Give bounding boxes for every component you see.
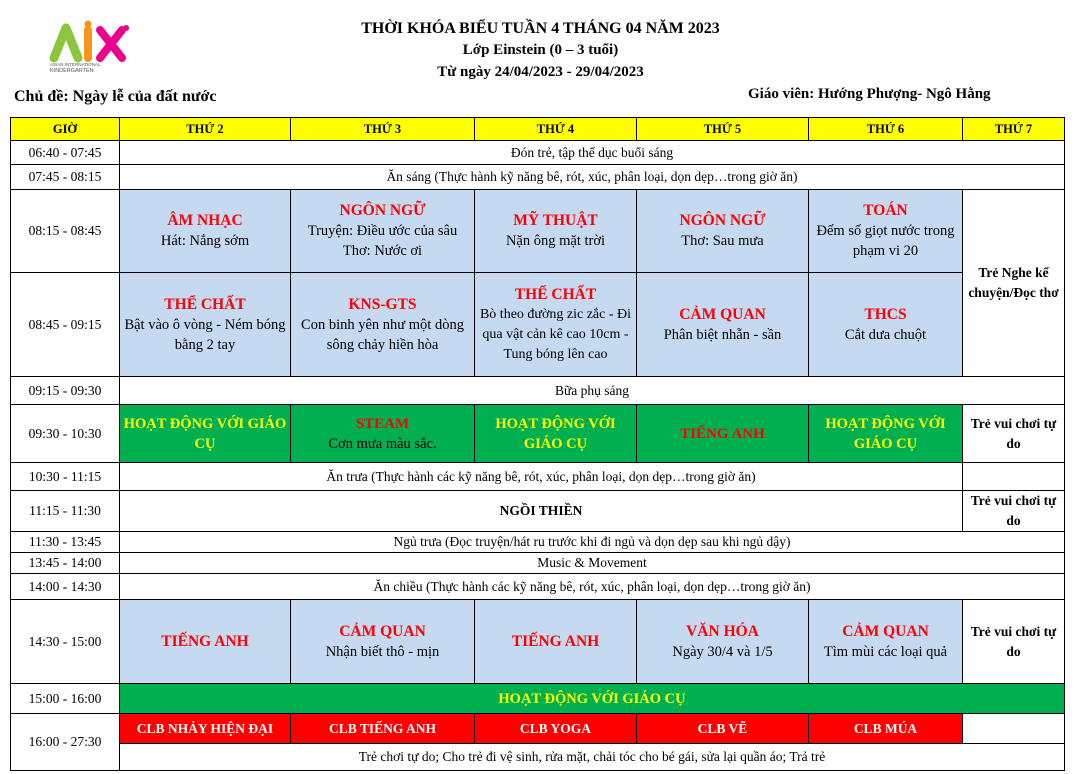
subject-label: CẢM QUAN — [842, 622, 929, 640]
lesson-cell — [809, 190, 963, 273]
lesson-cell — [637, 273, 809, 377]
lesson-cell — [120, 600, 291, 684]
activity-cell: Ăn trưa (Thực hành các kỹ năng bê, rót, xúc, phân loại, dọn dẹp…trong giờ ăn) — [120, 463, 963, 491]
activity-cell: NGỒI THIỀN — [120, 491, 963, 532]
subject-label: MỸ THUẬT — [513, 212, 598, 229]
time-cell: 11:15 - 11:30 — [11, 491, 120, 532]
table-row — [11, 463, 1065, 491]
time-cell: 08:15 - 08:45 — [11, 190, 120, 273]
subject-label: HOẠT ĐỘNG VỚI GIÁO CỤ — [123, 415, 287, 452]
club-cell — [637, 714, 809, 744]
lesson-desc: Con binh yên như một dòng sông chảy hiền hòa — [301, 316, 464, 353]
subject-label: THỂ CHẤT — [164, 295, 246, 313]
subject-label: VĂN HÓA — [686, 622, 759, 640]
club-label: CLB MÚA — [853, 720, 918, 736]
col-header: THỨ 2 — [120, 118, 291, 141]
club-cell — [475, 714, 637, 744]
subject-label: CẢM QUAN — [339, 622, 426, 640]
table-row — [11, 165, 1065, 190]
table-row — [11, 684, 1065, 714]
lesson-cell — [291, 190, 475, 273]
col-header: THỨ 3 — [291, 118, 475, 141]
lesson-cell — [809, 600, 963, 684]
lesson-cell — [291, 600, 475, 684]
club-label: CLB VẼ — [697, 720, 748, 736]
time-cell: 15:00 - 16:00 — [11, 684, 120, 714]
subject-label: THỂ CHẤT — [514, 285, 597, 303]
subject-label: TIẾNG ANH — [161, 632, 249, 650]
lesson-desc: Cơn mưa màu sắc. — [328, 435, 437, 452]
lesson-cell — [291, 273, 475, 377]
lesson-cell — [475, 273, 637, 377]
table-row — [11, 491, 1065, 532]
col-header: GIỜ — [11, 118, 120, 141]
col-header: THỨ 5 — [637, 118, 809, 141]
subject-label: TIẾNG ANH — [680, 425, 765, 442]
club-cell — [809, 714, 963, 744]
table-row — [11, 553, 1065, 574]
header-row — [11, 118, 1065, 141]
lesson-cell — [120, 405, 291, 463]
lesson-cell — [475, 190, 637, 273]
activity-cell: Trẻ chơi tự do; Cho trẻ đi vệ sinh, rửa mặt, chải tóc cho bé gái, sửa lại quần áo; Trả trẻ — [120, 744, 1065, 771]
subject-label: STEAM — [355, 415, 410, 432]
table-row — [11, 600, 1065, 684]
lesson-desc: Hát: Nắng sớm — [160, 233, 250, 249]
lesson-cell — [809, 405, 963, 463]
lesson-desc: Truyện: Điều ước của sâu — [307, 223, 458, 239]
activity-cell — [120, 684, 1065, 714]
time-cell: 14:30 - 15:00 — [11, 600, 120, 684]
lesson-cell — [120, 273, 291, 377]
subject-label: HOẠT ĐỘNG VỚI GIÁO CỤ — [495, 415, 616, 452]
time-cell: 14:00 - 14:30 — [11, 574, 120, 600]
subject-label: NGÔN NGỮ — [679, 212, 766, 229]
club-label: CLB NHẢY HIỆN ĐẠI — [136, 720, 274, 736]
subject-label: TIẾNG ANH — [511, 632, 600, 650]
activity-cell: Đón trẻ, tập thể dục buổi sáng — [120, 141, 1065, 165]
subject-label: HOẠT ĐỘNG VỚI GIÁO CỤ — [825, 415, 946, 452]
table-row — [11, 744, 1065, 771]
lesson-cell — [637, 405, 809, 463]
lesson-desc: Phân biệt nhẵn - sần — [663, 326, 782, 343]
time-cell: 07:45 - 08:15 — [11, 165, 120, 190]
timetable — [10, 117, 1065, 771]
lesson-cell — [475, 600, 637, 684]
table-row — [11, 714, 1065, 744]
activity-cell: Music & Movement — [120, 553, 1065, 574]
time-cell: 10:30 - 11:15 — [11, 463, 120, 491]
lesson-desc: Bật vào ô vòng - Ném bóng bằng 2 tay — [124, 316, 286, 353]
activity-cell: Ăn sáng (Thực hành kỹ năng bê, rót, xúc, phân loại, dọn dẹp…trong giờ ăn) — [120, 165, 1065, 190]
lesson-desc: Nặn ông mặt trời — [505, 233, 606, 249]
subject-label: TOÁN — [863, 202, 908, 219]
club-cell — [120, 714, 291, 744]
time-cell: 09:30 - 10:30 — [11, 405, 120, 463]
club-label: CLB YOGA — [519, 720, 592, 736]
lesson-cell — [637, 190, 809, 273]
time-cell: 11:30 - 13:45 — [11, 532, 120, 553]
saturday-cell: Trẻ vui chơi tự do — [963, 600, 1065, 684]
activity-cell: Bữa phụ sáng — [120, 377, 1065, 405]
time-cell: 09:15 - 09:30 — [11, 377, 120, 405]
lesson-cell — [637, 600, 809, 684]
subject-label: CẢM QUAN — [679, 305, 766, 323]
time-cell: 13:45 - 14:00 — [11, 553, 120, 574]
table-row — [11, 190, 1065, 273]
subject-label: KNS-GTS — [348, 295, 417, 313]
time-cell: 08:45 - 09:15 — [11, 273, 120, 377]
table-row — [11, 574, 1065, 600]
col-header: THỨ 4 — [475, 118, 637, 141]
saturday-cell: Trẻ vui chơi tự do — [963, 491, 1065, 532]
club-cell — [291, 714, 475, 744]
time-cell: 06:40 - 07:45 — [11, 141, 120, 165]
club-label: CLB TIẾNG ANH — [328, 720, 437, 736]
activity-cell: Ngủ trưa (Đọc truyện/hát ru trước khi đi ngủ và dọn dẹp sau khi ngủ dậy) — [120, 532, 1065, 553]
subject-label: NGÔN NGỮ — [339, 202, 426, 219]
lesson-desc: Đếm số giọt nước trong phạm vi 20 — [816, 223, 955, 259]
saturday-cell: Trẻ vui chơi tự do — [963, 405, 1065, 463]
empty-cell — [963, 463, 1065, 491]
subject-label: THCS — [864, 305, 907, 323]
table-row — [11, 405, 1065, 463]
lesson-desc: Tìm mùi các loại quả — [823, 643, 948, 660]
topic: Chủ đề: Ngày lễ của đất nước — [14, 88, 217, 105]
table-row — [11, 273, 1065, 377]
saturday-cell: Trẻ Nghe kể chuyện/Đọc thơ — [963, 190, 1065, 377]
lesson-cell — [291, 405, 475, 463]
col-header: THỨ 7 — [963, 118, 1065, 141]
lesson-cell — [809, 273, 963, 377]
lesson-desc: Bò theo đường zic zắc - Đi qua vật cản kê cao 10cm - Tung bóng lên cao — [479, 306, 632, 362]
time-cell: 16:00 - 27:30 — [11, 714, 120, 771]
teacher: Giáo viên: Hướng Phượng- Ngô Hằng — [748, 86, 991, 102]
lesson-desc: Ngày 30/4 và 1/5 — [672, 643, 773, 660]
activity-cell: Ăn chiều (Thực hành các kỹ năng bê, rót, xúc, phân loại, dọn dẹp…trong giờ ăn) — [120, 574, 1065, 600]
svg-text:ASIAN INTERNATIONAL: ASIAN INTERNATIONAL — [50, 62, 101, 67]
date-range: Từ ngày 24/04/2023 - 29/04/2023 — [437, 64, 644, 80]
table-row — [11, 532, 1065, 553]
lesson-desc: Thơ: Sau mưa — [681, 233, 764, 249]
class-name: Lớp Einstein (0 – 3 tuổi) — [462, 42, 619, 58]
table-row — [11, 141, 1065, 165]
activity-label: HOẠT ĐỘNG VỚI GIÁO CỤ — [498, 690, 686, 707]
page-title: THỜI KHÓA BIỂU TUẦN 4 THÁNG 04 NĂM 2023 — [361, 20, 720, 37]
lesson-cell — [120, 190, 291, 273]
lesson-desc: Thơ: Nước ơi — [342, 243, 423, 259]
lesson-desc: Nhận biết thô - mịn — [325, 643, 440, 660]
empty-cell — [963, 714, 1065, 744]
lesson-desc: Cắt dưa chuột — [844, 326, 927, 343]
subject-label: ÂM NHẠC — [167, 212, 243, 229]
col-header: THỨ 6 — [809, 118, 963, 141]
table-row — [11, 377, 1065, 405]
svg-text:KINDERGARTEN: KINDERGARTEN — [50, 68, 94, 74]
lesson-cell — [475, 405, 637, 463]
